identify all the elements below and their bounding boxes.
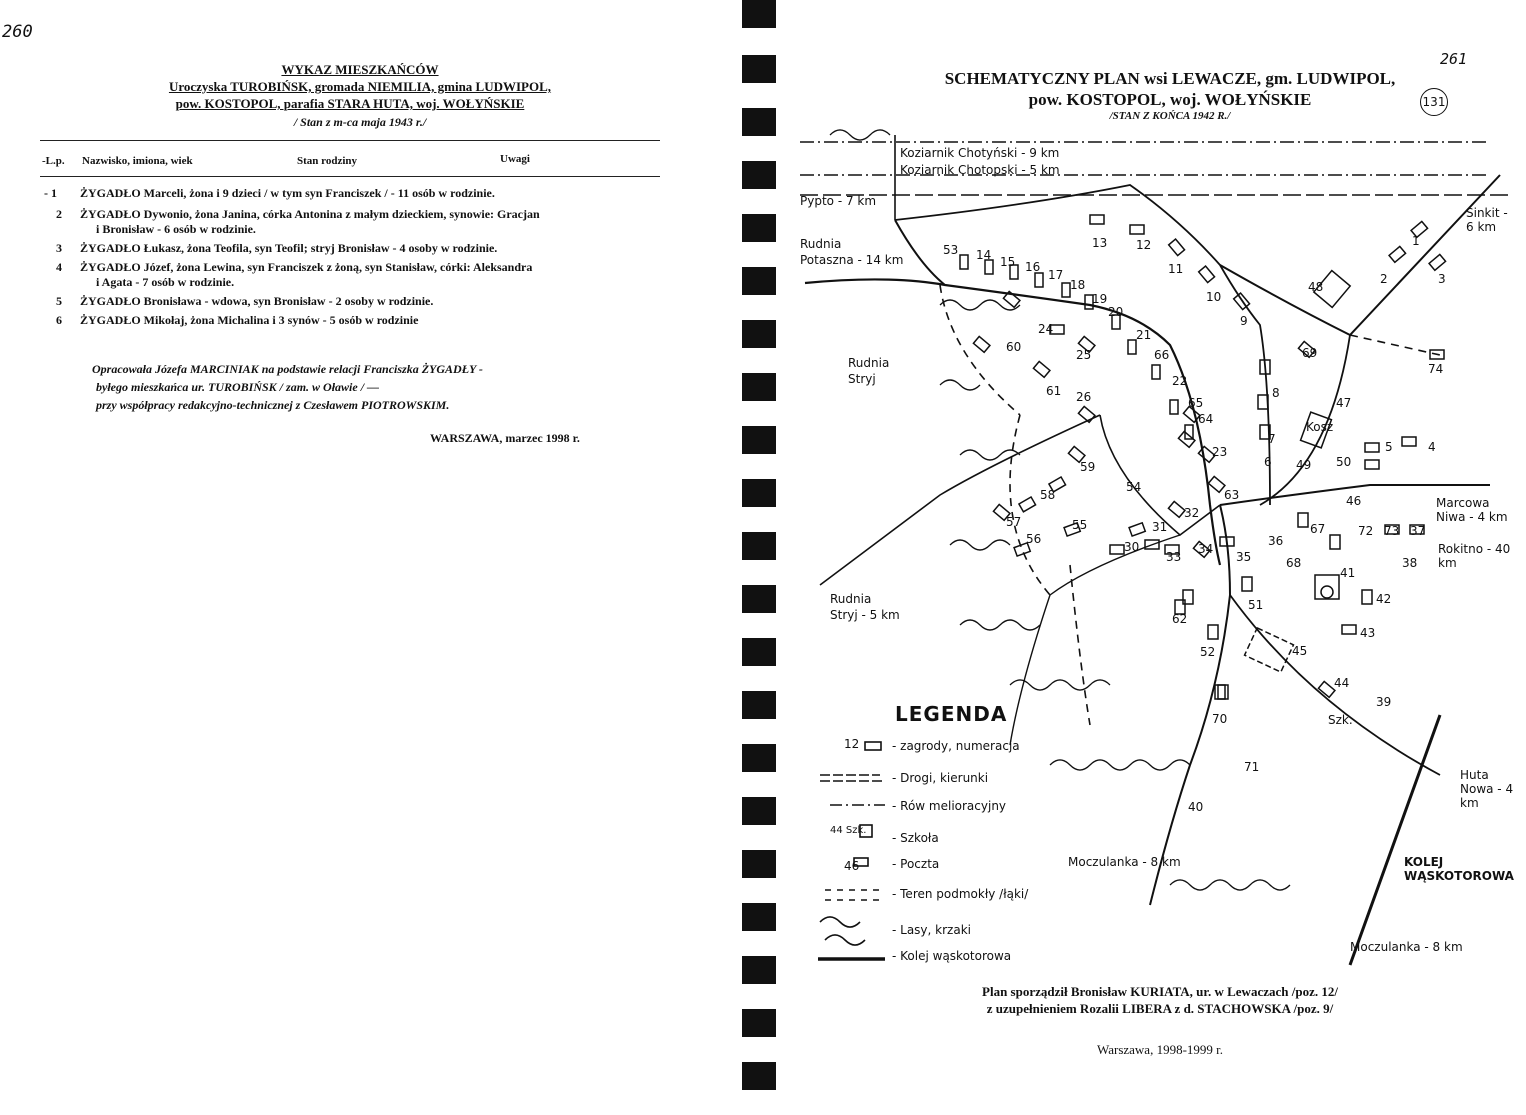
railway [1350, 715, 1440, 965]
col-lp: -L.p. [42, 155, 65, 167]
place-date-left: WARSZAWA, marzec 1998 r. [430, 431, 580, 445]
col-name: Nazwisko, imiona, wiek [82, 155, 193, 167]
list-subtitle-2: pow. KOSTOPOL, parafia STARA HUTA, woj. WOŁYŃSKIE [175, 96, 525, 111]
label-kolej: KOLEJ WĄSKOTOROWA [1404, 855, 1514, 883]
road-sinkit [1220, 175, 1500, 335]
note-line-3: przy współpracy redakcyjno-technicznej z Czesławem PIOTROWSKIM. [96, 398, 450, 412]
label-moczulanka-1: Moczulanka - 8 km [1068, 855, 1181, 869]
map-title-3: /STAN Z KOŃCA 1942 R./ [1109, 110, 1231, 122]
note-line-2: byłego mieszkańca ur. TUROBIŃSK / zam. w Oławie / — [96, 380, 380, 394]
col-family: Stan rodziny [297, 155, 358, 167]
label-rudnia-stryj5-1: Rudnia [830, 592, 872, 606]
legend-item: - Rów melioracyjny [892, 799, 1007, 813]
label-kosz: Kosz [1306, 420, 1334, 434]
label-rudnia-stryj-2: Stryj [848, 372, 876, 386]
legend-title: LEGENDA [895, 702, 1008, 726]
legend-item: 46 - Poczta [844, 857, 940, 873]
list-subtitle-1: Uroczyska TUROBIŃSK, gromada NIEMILIA, gmina LUDWIPOL, [168, 79, 552, 94]
list-item: 4 ŻYGADŁO Józef, żona Lewina, syn Franciszek z żoną, syn Stanisław, córki: Aleksandra i Agata - 7 osób w rodzinie. [56, 260, 533, 289]
list-item: 2 ŻYGADŁO Dywonio, żona Janina, córka Antonina z małym dzieckiem, synowie: Gracjan i Bronisław - 6 osób w rodzinie. [56, 207, 540, 236]
road-center [1100, 415, 1220, 535]
list-title: WYKAZ MIESZKAŃCÓW [281, 62, 439, 77]
road-moczulanka [1150, 505, 1230, 905]
label-huta-nowa: Huta Nowa - 4 km [1460, 768, 1514, 810]
road-south [1010, 535, 1180, 745]
drain-2 [1010, 415, 1050, 595]
label-koziarnik-chotynski: Koziarnik Chotyński - 9 km [900, 146, 1060, 160]
label-rudnia-potaszna-2: Potaszna - 14 km [800, 253, 904, 267]
legend-item: - Kolej wąskotorowa [892, 949, 1012, 963]
label-rokitno: Rokitno - 40 km [1438, 542, 1511, 570]
label-rudnia-potaszna-1: Rudnia [800, 237, 842, 251]
note-line-1: Opracowała Józefa MARCINIAK na podstawie relacji Franciszka ŻYGADŁY - [92, 362, 483, 376]
page-number-left: 260 [2, 22, 33, 42]
list-item: 5 ŻYGADŁO Bronisława - wdowa, syn Bronisław - 2 osoby w rodzinie. [56, 294, 434, 308]
circled-number: 131 [1420, 88, 1448, 116]
list-item: 6 ŻYGADŁO Mikołaj, żona Michalina i 3 synów - 5 osób w rodzinie [56, 313, 419, 327]
label-pypto: Pypto - 7 km [800, 194, 877, 208]
legend-item: - Teren podmokły /łąki/ [892, 887, 1029, 901]
label-koziarnik-chotopski: Koziarnik Chotopski - 5 km [900, 163, 1060, 177]
road-link [1260, 335, 1350, 505]
label-marcowa-niwa: Marcowa Niwa - 4 km [1436, 496, 1508, 524]
col-notes: Uwagi [500, 153, 530, 165]
resident-list [40, 186, 670, 332]
legend [820, 735, 1060, 973]
legend-item: 12 - zagrody, numeracja [844, 737, 1020, 753]
label-rudnia-stryj5-2: Stryj - 5 km [830, 608, 900, 622]
label-rudnia-stryj-1: Rudnia [848, 356, 890, 370]
page-number-right: 261 [1440, 50, 1468, 68]
road-stryj5 [820, 415, 1100, 585]
map-title-2: pow. KOSTOPOL, woj. WOŁYŃSKIE [1028, 90, 1312, 109]
label-szkola: Szk. [1328, 713, 1353, 727]
drain-4 [1350, 335, 1440, 355]
table-top-rule [40, 140, 660, 141]
drain-3 [1070, 565, 1090, 725]
label-moczulanka-2: Moczulanka - 8 km [1350, 940, 1463, 954]
map-title-1: SCHEMATYCZNY PLAN wsi LEWACZE, gm. LUDWIPOL, [944, 69, 1396, 88]
label-sinkit: Sinkit - 6 km [1466, 206, 1508, 234]
table-header-rule [40, 176, 660, 177]
legend-item: 44 Szk. - Szkoła [830, 825, 939, 845]
footer-place-date: Warszawa, 1998-1999 r. [1096, 1042, 1224, 1057]
legend-item: - Drogi, kierunki [892, 771, 989, 785]
footer-line-1: Plan sporządził Bronisław KURIATA, ur. w Lewaczach /poz. 12/ [982, 984, 1338, 999]
legend-item: - Lasy, krzaki [892, 923, 971, 937]
list-date: / Stan z m-ca maja 1943 r./ [293, 115, 427, 129]
list-item: 3 ŻYGADŁO Łukasz, żona Teofila, syn Teofil; stryj Bronisław - 4 osoby w rodzinie. [56, 241, 498, 255]
list-item: - 1 ŻYGADŁO Marceli, żona i 9 dzieci / w tym syn Franciszek / - 11 osób w rodzinie. [44, 186, 495, 200]
footer-line-2: z uzupełnieniem Rozalii LIBERA z d. STACHOWSKA /poz. 9/ [986, 1001, 1334, 1016]
